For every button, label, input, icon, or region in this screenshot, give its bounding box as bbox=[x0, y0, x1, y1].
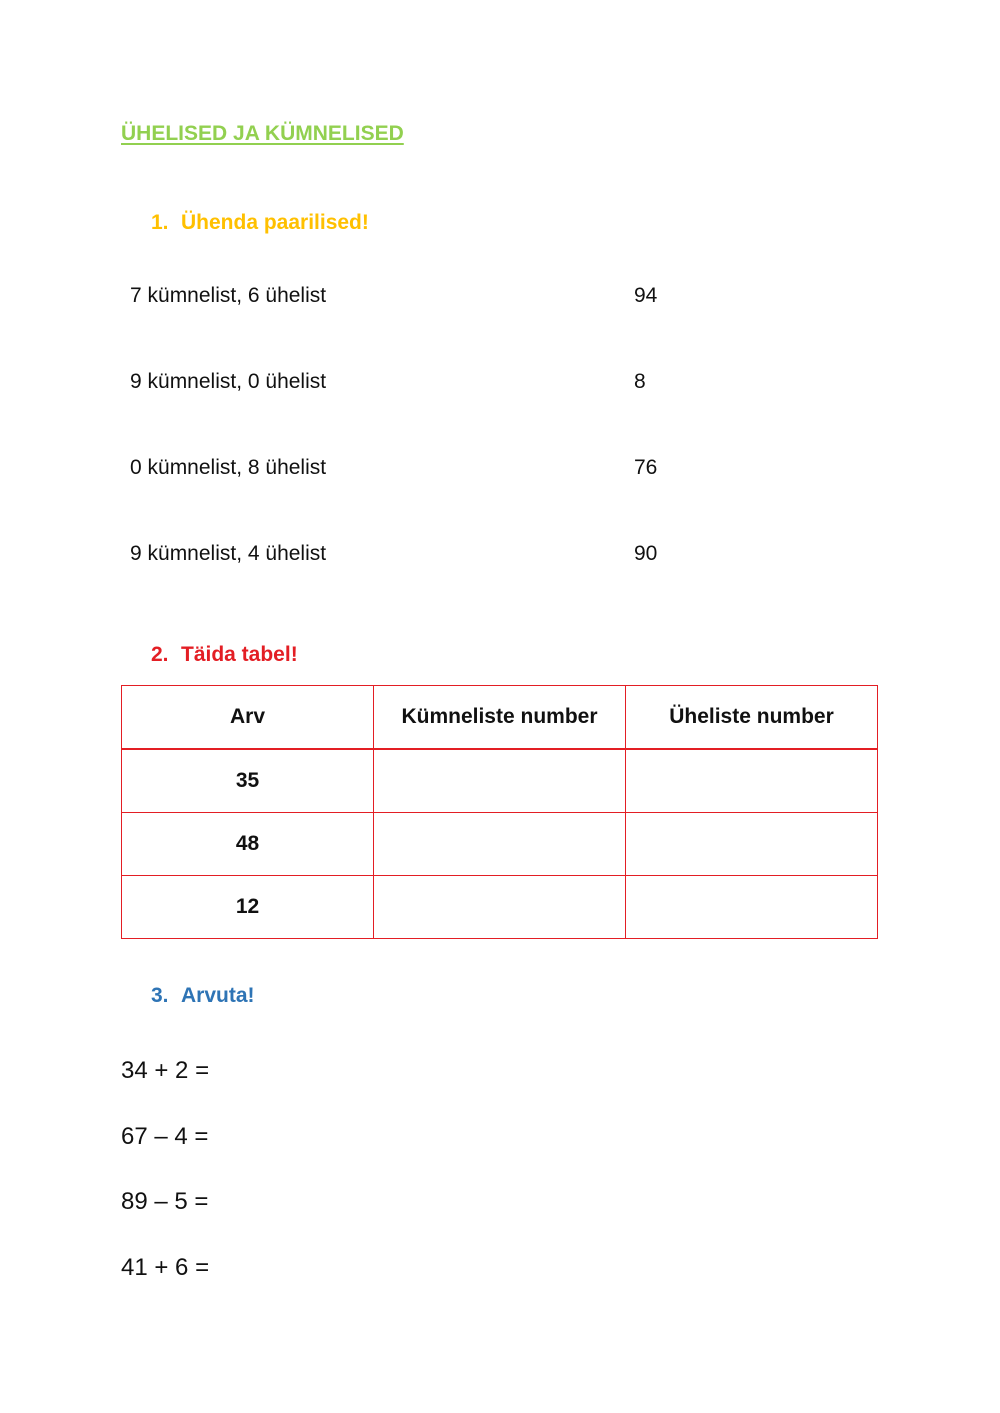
table-cell-number: 12 bbox=[122, 876, 374, 939]
match-right-item: 76 bbox=[634, 456, 658, 479]
expression: 34 + 2 = bbox=[121, 1057, 210, 1084]
table-cell-answer-tens[interactable] bbox=[374, 749, 626, 813]
match-left-item: 9 kümnelist, 0 ühelist bbox=[130, 370, 327, 393]
section-1-title: Ühenda paarilised! bbox=[181, 211, 369, 234]
table-row bbox=[122, 813, 878, 876]
table-cell-answer-ones[interactable] bbox=[626, 876, 878, 939]
match-right-item: 8 bbox=[634, 370, 646, 393]
expression: 89 – 5 = bbox=[121, 1188, 209, 1215]
expression: 67 – 4 = bbox=[121, 1123, 209, 1150]
section-3-heading bbox=[151, 984, 255, 1008]
match-left-item: 9 kümnelist, 4 ühelist bbox=[130, 542, 327, 565]
section-1-number: 1. bbox=[151, 211, 169, 234]
match-right-item: 90 bbox=[634, 542, 658, 565]
section-3-title: Arvuta! bbox=[181, 984, 255, 1007]
section-2-number: 2. bbox=[151, 643, 169, 666]
table-cell-answer-ones[interactable] bbox=[626, 749, 878, 813]
section-2-heading bbox=[151, 643, 298, 667]
header-arv: Arv bbox=[122, 686, 374, 750]
table-cell-number: 48 bbox=[122, 813, 374, 876]
section-1-heading bbox=[151, 211, 369, 235]
table-row bbox=[122, 876, 878, 939]
table-cell-answer-ones[interactable] bbox=[626, 813, 878, 876]
table-row bbox=[122, 749, 878, 813]
table-header-row bbox=[122, 686, 878, 750]
match-right-item: 94 bbox=[634, 284, 658, 307]
place-value-table bbox=[121, 685, 878, 939]
section-2-title: Täida tabel! bbox=[181, 643, 298, 666]
page-title: ÜHELISED JA KÜMNELISED bbox=[121, 122, 404, 145]
table-cell-number: 35 bbox=[122, 749, 374, 813]
section-3-number: 3. bbox=[151, 984, 169, 1007]
match-left-item: 7 kümnelist, 6 ühelist bbox=[130, 284, 327, 307]
table-cell-answer-tens[interactable] bbox=[374, 813, 626, 876]
table-cell-answer-tens[interactable] bbox=[374, 876, 626, 939]
header-kumneliste: Kümneliste number bbox=[374, 686, 626, 750]
expression: 41 + 6 = bbox=[121, 1254, 210, 1281]
header-uheliste: Üheliste number bbox=[626, 686, 878, 750]
match-left-item: 0 kümnelist, 8 ühelist bbox=[130, 456, 327, 479]
